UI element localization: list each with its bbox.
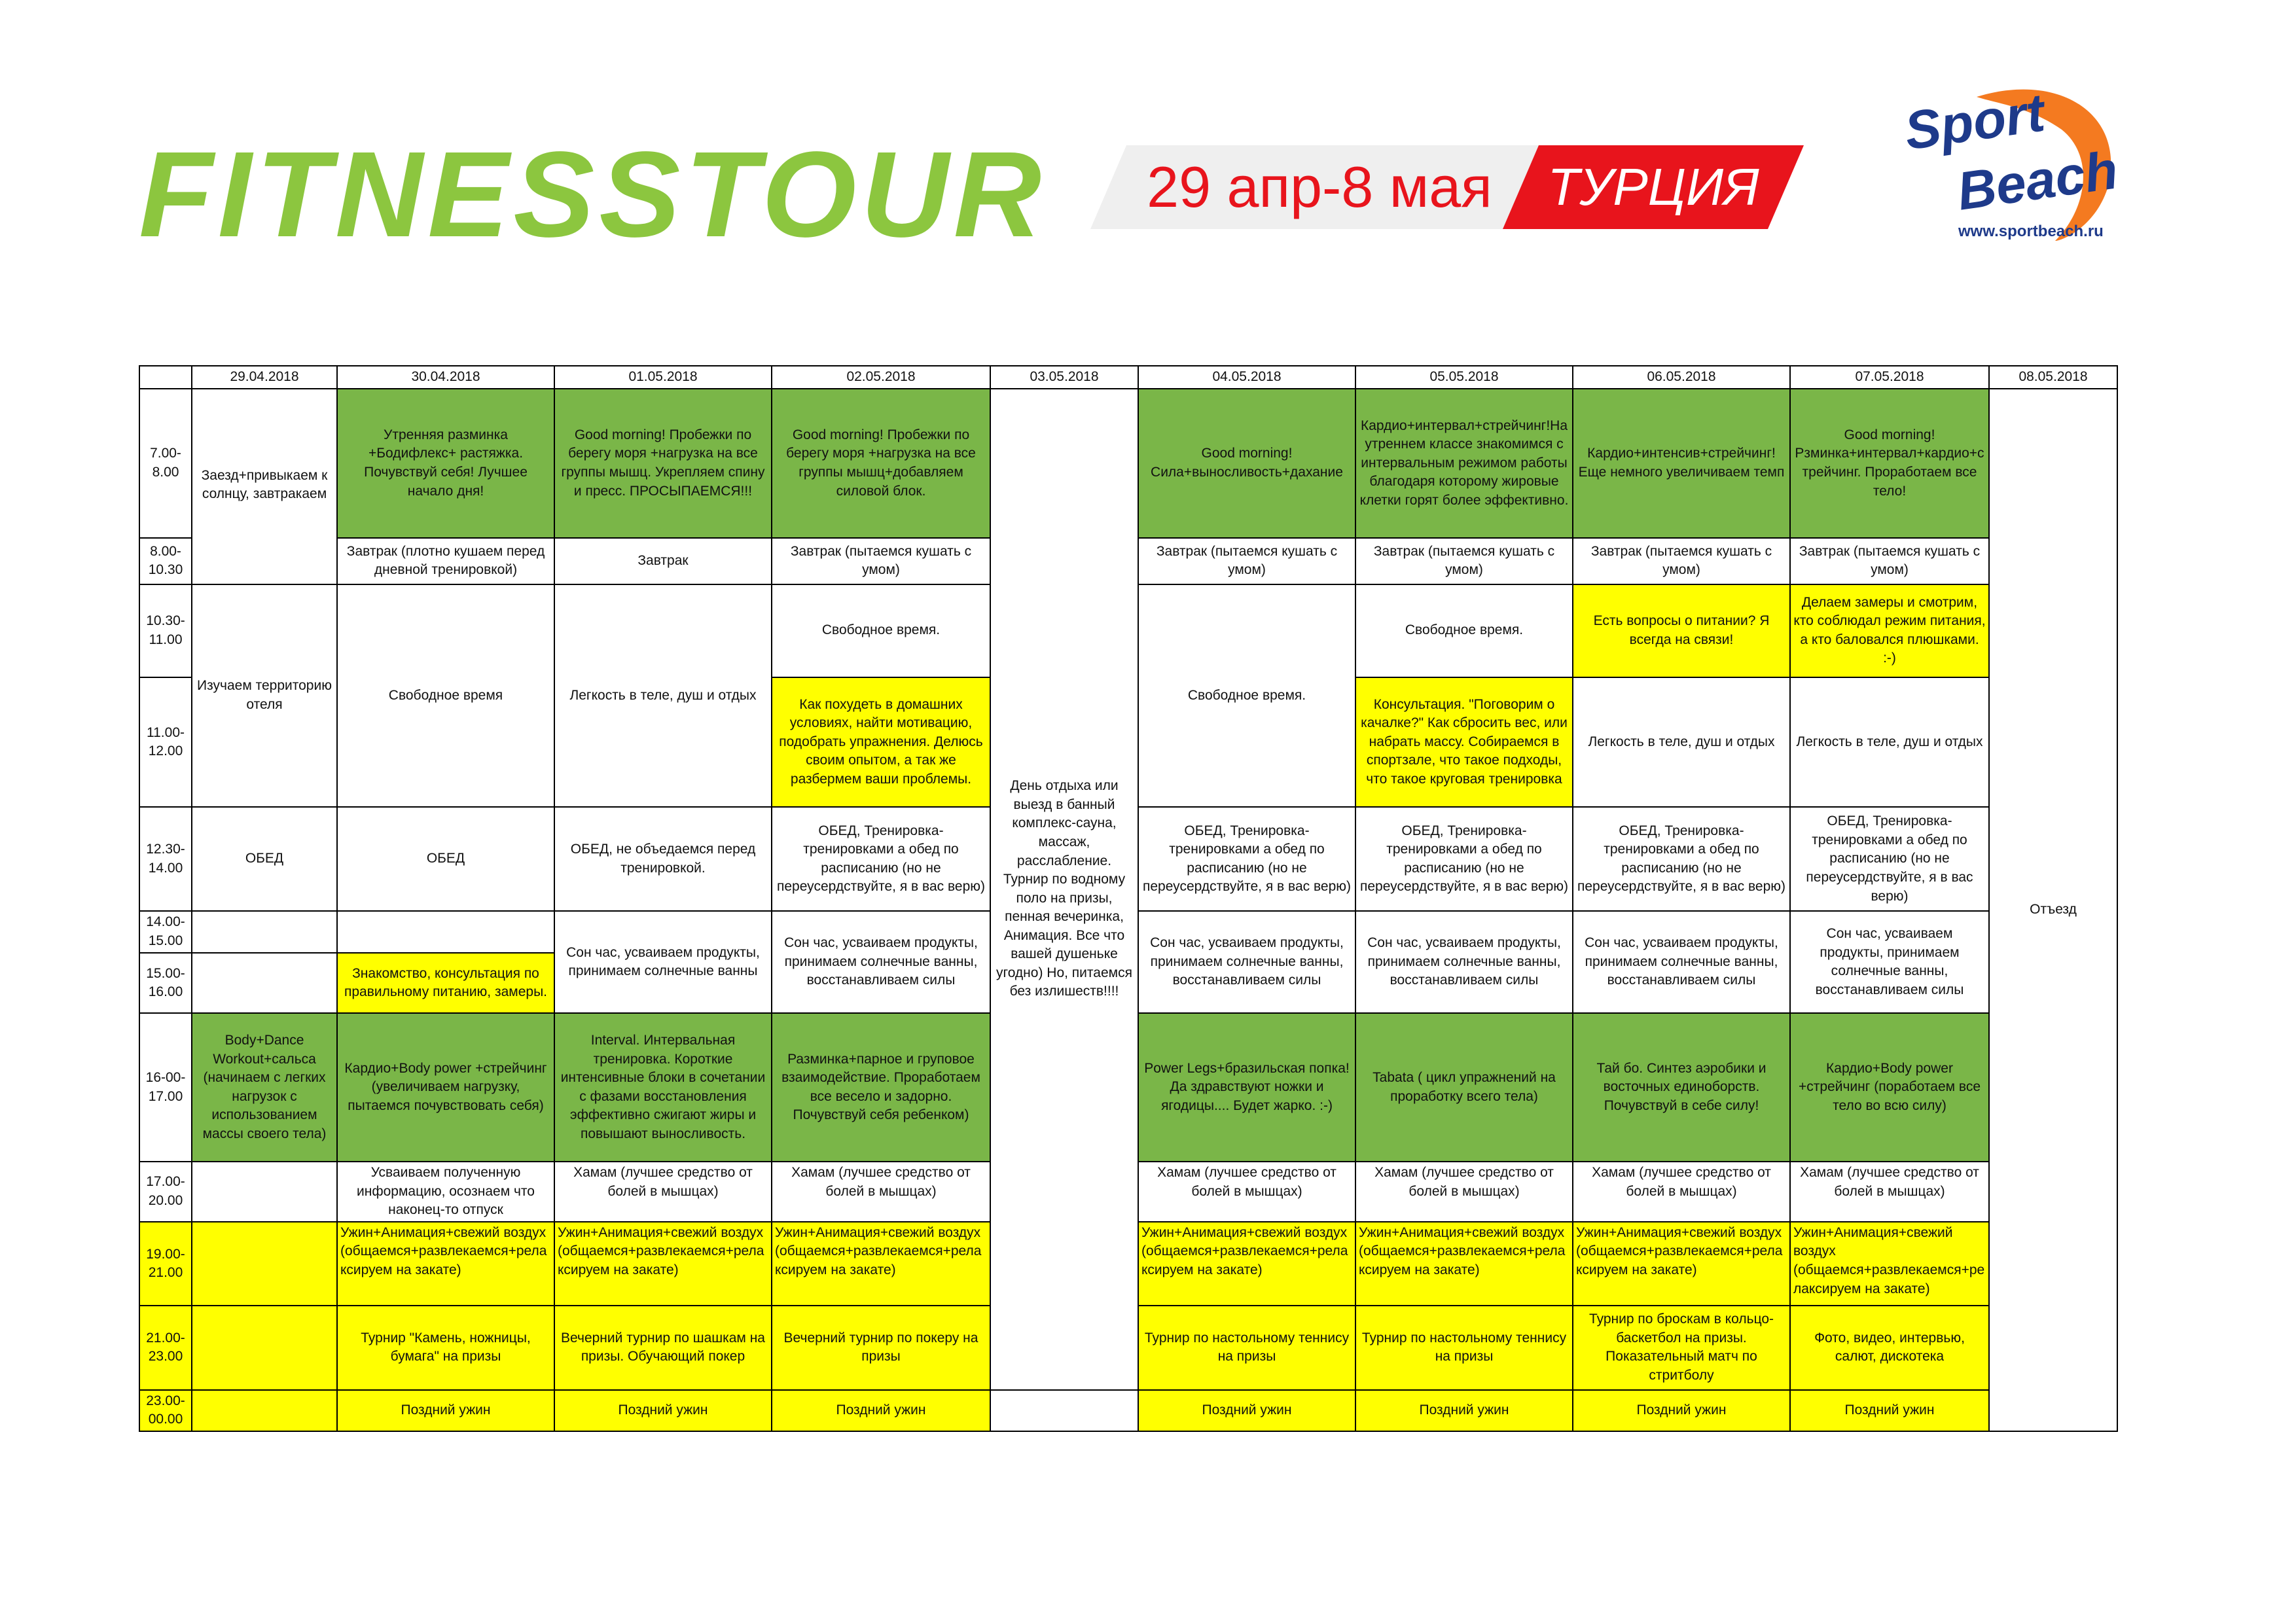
schedule-cell: Сон час, усваиваем продукты, принимаем солнечные ванны (554, 911, 772, 1013)
schedule-cell: Кардио+Body power +стрейчинг (увеличиваем нагрузку, пытаемся почувствовать себя) (337, 1013, 554, 1162)
sportbeach-logo (1898, 77, 2134, 274)
date-header: 02.05.2018 (772, 366, 990, 389)
schedule-cell: Усваиваем полученную информацию, осознаем что наконец-то отпуск (337, 1162, 554, 1222)
schedule-cell: Знакомство, консультация по правильному питанию, замеры. (337, 953, 554, 1013)
schedule-cell: ОБЕД, Тренировка-тренировками а обед по расписанию (но не переусердствуйте, я в вас верю) (772, 807, 990, 910)
time-cell: 10.30-11.00 (139, 584, 192, 677)
time-cell: 23.00-00.00 (139, 1390, 192, 1431)
schedule-cell: Утренняя разминка +Бодифлекс+ растяжка. Почувствуй себя! Лучшее начало дня! (337, 389, 554, 539)
schedule-cell: Изучаем территорию отеля (192, 584, 337, 808)
time-cell: 11.00-12.00 (139, 677, 192, 808)
schedule-cell: Легкость в теле, душ и отдых (1573, 677, 1790, 808)
schedule-cell: Good morning! Пробежки по берегу моря +нагрузка на все группы мышц. Укрепляем спину и пресс. ПРОСЫПАЕМСЯ!!! (554, 389, 772, 539)
schedule-cell (192, 953, 337, 1013)
schedule-cell: Сон час, усваиваем продукты, принимаем солнечные ванны, восстанавливаем силы (1790, 911, 1989, 1013)
schedule-cell: Ужин+Анимация+свежий воздух (общаемся+развлекаемся+релаксируем на закате) (1138, 1222, 1355, 1306)
schedule-cell: Свободное время. (772, 584, 990, 677)
schedule-cell: Body+Dance Workout+сальса (начинаем с легких нагрузок с использованием массы своего тела) (192, 1013, 337, 1162)
schedule-cell: Good morning! Рзминка+интервал+кардио+стрейчинг. Проработаем все тело! (1790, 389, 1989, 539)
schedule-cell: Хамам (лучшее средство от болей в мышцах) (1355, 1162, 1573, 1222)
schedule-cell: Завтрак (пытаемся кушать с умом) (1573, 538, 1790, 584)
schedule-cell: Свободное время. (1138, 584, 1355, 808)
time-cell: 16-00-17.00 (139, 1013, 192, 1162)
schedule-cell: ОБЕД, Тренировка-тренировками а обед по расписанию (но не переусердствуйте, я в вас верю) (1573, 807, 1790, 910)
schedule-cell: Завтрак (пытаемся кушать с умом) (1790, 538, 1989, 584)
schedule-cell: Делаем замеры и смотрим, кто соблюдал режим питания, а кто баловался плюшками. :-) (1790, 584, 1989, 677)
logo-word-sport: Sport (1901, 82, 2049, 162)
schedule-cell: Разминка+парное и груповое взаимодействие. Проработаем все весело и задорно. Почувствуй себя ребенком) (772, 1013, 990, 1162)
time-cell: 17.00-20.00 (139, 1162, 192, 1222)
date-header-row (139, 366, 2117, 389)
page-title: FITNESSTOUR (139, 127, 1046, 262)
tour-country: ТУРЦИЯ (1547, 158, 1759, 216)
schedule-cell: Good morning! Пробежки по берегу моря +нагрузка на все группы мышц+добавляем силовой блок. (772, 389, 990, 539)
schedule-cell: Завтрак (плотно кушаем перед дневной тренировкой) (337, 538, 554, 584)
time-cell: 15.00-16.00 (139, 953, 192, 1013)
schedule-cell: ОБЕД, Тренировка-тренировками а обед по расписанию (но не переусердствуйте, я в вас верю) (1355, 807, 1573, 910)
schedule-cell: Поздний ужин (1790, 1390, 1989, 1431)
table-row (139, 1390, 2117, 1431)
table-row (139, 389, 2117, 539)
schedule-cell: Вечерний турнир по шашкам на призы. Обучающий покер (554, 1306, 772, 1389)
schedule-cell: Как похудеть в домашних условиях, найти мотивацию, подобрать упражнения. Делюсь своим опытом, а так же разбермем ваши проблемы. (772, 677, 990, 808)
schedule-cell: Кардио+интенсив+стрейчинг! Еще немного увеличиваем темп (1573, 389, 1790, 539)
schedule-cell (990, 1390, 1138, 1431)
time-cell: 8.00-10.30 (139, 538, 192, 584)
schedule-cell: Сон час, усваиваем продукты, принимаем солнечные ванны, восстанавливаем силы (1355, 911, 1573, 1013)
departure-cell: Отъезд (1989, 389, 2117, 1431)
schedule-cell: Фото, видео, интервью, салют, дискотека (1790, 1306, 1989, 1389)
schedule-cell: Завтрак (554, 538, 772, 584)
schedule-cell (337, 911, 554, 953)
schedule-cell: Хамам (лучшее средство от болей в мышцах) (1573, 1162, 1790, 1222)
schedule-cell: Свободное время. (1355, 584, 1573, 677)
schedule-cell: Кардио+Body power +стрейчинг (поработаем все тело во всю силу) (1790, 1013, 1989, 1162)
schedule-cell: Заезд+привыкаем к солнцу, завтракаем (192, 389, 337, 584)
schedule-cell: Сон час, усваиваем продукты, принимаем солнечные ванны, восстанавливаем силы (772, 911, 990, 1013)
schedule-cell: ОБЕД (337, 807, 554, 910)
schedule-cell: Турнир "Камень, ножницы, бумага" на призы (337, 1306, 554, 1389)
date-header: 03.05.2018 (990, 366, 1138, 389)
schedule-cell: ОБЕД, Тренировка-тренировками а обед по расписанию (но не переусердствуйте, я в вас верю) (1138, 807, 1355, 910)
schedule-cell: Завтрак (пытаемся кушать с умом) (772, 538, 990, 584)
schedule-cell: Interval. Интервальная тренировка. Короткие интенсивные блоки в сочетании с фазами восстановления эффективно сжигают жиры и повышают выносливость. (554, 1013, 772, 1162)
schedule-cell (192, 1390, 337, 1431)
schedule-cell: Сон час, усваиваем продукты, принимаем солнечные ванны, восстанавливаем силы (1138, 911, 1355, 1013)
schedule-cell: Хамам (лучшее средство от болей в мышцах) (1138, 1162, 1355, 1222)
schedule-cell: Хамам (лучшее средство от болей в мышцах) (772, 1162, 990, 1222)
schedule-cell: Tabata ( цикл упражнений на проработку всего тела) (1355, 1013, 1573, 1162)
schedule-cell: ОБЕД, Тренировка-тренировками а обед по расписанию (но не переусердствуйте, я в вас верю) (1790, 807, 1989, 910)
schedule-cell (192, 911, 337, 953)
logo-url: www.sportbeach.ru (1958, 223, 2104, 240)
date-header: 05.05.2018 (1355, 366, 1573, 389)
date-header: 29.04.2018 (192, 366, 337, 389)
date-header: 30.04.2018 (337, 366, 554, 389)
schedule-cell: Хамам (лучшее средство от болей в мышцах) (1790, 1162, 1989, 1222)
schedule-cell: Свободное время (337, 584, 554, 808)
schedule-cell: Легкость в теле, душ и отдых (1790, 677, 1989, 808)
date-header: 07.05.2018 (1790, 366, 1989, 389)
schedule-cell: Поздний ужин (337, 1390, 554, 1431)
schedule-cell: Good morning! Сила+выносливость+дахание (1138, 389, 1355, 539)
schedule-cell: Турнир по настольному теннису на призы (1138, 1306, 1355, 1389)
schedule-cell: Тай бо. Синтез аэробики и восточных единоборств. Почувствуй в себе силу! (1573, 1013, 1790, 1162)
schedule-cell: Поздний ужин (1355, 1390, 1573, 1431)
schedule-cell: Ужин+Анимация+свежий воздух (общаемся+развлекаемся+релаксируем на закате) (337, 1222, 554, 1306)
schedule-cell: Хамам (лучшее средство от болей в мышцах) (554, 1162, 772, 1222)
rest-day-cell: День отдыха или выезд в банный комплекс-сауна, массаж, расслабление. Турнир по водному поло на призы, пенная вечеринка, Анимация. Все что вашей душеньке угодно) Но, питаемся без излишеств!!!! (990, 389, 1138, 1390)
schedule-cell: Есть вопросы о питании? Я всегда на связи! (1573, 584, 1790, 677)
schedule-cell: Турнир по настольному теннису на призы (1355, 1306, 1573, 1389)
schedule-cell: Поздний ужин (772, 1390, 990, 1431)
schedule-cell: Легкость в теле, душ и отдых (554, 584, 772, 808)
schedule-cell: Завтрак (пытаемся кушать с умом) (1355, 538, 1573, 584)
time-cell: 14.00-15.00 (139, 911, 192, 953)
schedule-cell: Вечерний турнир по покеру на призы (772, 1306, 990, 1389)
schedule-cell: ОБЕД (192, 807, 337, 910)
schedule-table (139, 365, 2118, 1432)
date-header: 06.05.2018 (1573, 366, 1790, 389)
corner-cell (139, 366, 192, 389)
schedule-cell: Поздний ужин (554, 1390, 772, 1431)
schedule-cell: Поздний ужин (1573, 1390, 1790, 1431)
schedule-cell: Кардио+интервал+стрейчинг!На утреннем классе знакомимся с интервальным режимом работы благодаря которому жировые клетки горят более эффективно. (1355, 389, 1573, 539)
schedule-cell: Ужин+Анимация+свежий воздух (общаемся+развлекаемся+релаксируем на закате) (772, 1222, 990, 1306)
time-cell: 19.00-21.00 (139, 1222, 192, 1306)
schedule-cell (192, 1222, 337, 1306)
schedule-cell: Ужин+Анимация+свежий воздух (общаемся+развлекаемся+релаксируем на закате) (1573, 1222, 1790, 1306)
time-cell: 21.00-23.00 (139, 1306, 192, 1389)
schedule-cell: Ужин+Анимация+свежий воздух (общаемся+развлекаемся+релаксируем на закате) (1790, 1222, 1989, 1306)
date-banner (1090, 145, 1804, 229)
schedule-cell: Power Legs+бразильская попка! Да здравствуют ножки и ягодицы.... Будет жарко. :-) (1138, 1013, 1355, 1162)
schedule-cell: Поздний ужин (1138, 1390, 1355, 1431)
schedule-cell: Сон час, усваиваем продукты, принимаем солнечные ванны, восстанавливаем силы (1573, 911, 1790, 1013)
schedule-cell (192, 1162, 337, 1222)
schedule-cell: Турнир по броскам в кольцо-баскетбол на призы. Показательный матч по стритболу (1573, 1306, 1790, 1389)
schedule-cell: ОБЕД, не объедаемся перед тренировкой. (554, 807, 772, 910)
date-header: 08.05.2018 (1989, 366, 2117, 389)
logo-word-beach: Beach (1953, 140, 2122, 222)
date-header: 04.05.2018 (1138, 366, 1355, 389)
date-header: 01.05.2018 (554, 366, 772, 389)
schedule-cell: Ужин+Анимация+свежий воздух (общаемся+развлекаемся+релаксируем на закате) (554, 1222, 772, 1306)
schedule-cell: Ужин+Анимация+свежий воздух (общаемся+развлекаемся+релаксируем на закате) (1355, 1222, 1573, 1306)
time-cell: 7.00-8.00 (139, 389, 192, 539)
schedule-cell: Консультация. "Поговорим о качалке?" Как сбросить вес, или набрать массу. Собираемся в спортзале, что такое подходы, что такое круговая тренировка (1355, 677, 1573, 808)
time-cell: 12.30-14.00 (139, 807, 192, 910)
tour-dates: 29 апр-8 мая (1147, 154, 1492, 219)
schedule-cell (192, 1306, 337, 1389)
schedule-cell: Завтрак (пытаемся кушать с умом) (1138, 538, 1355, 584)
